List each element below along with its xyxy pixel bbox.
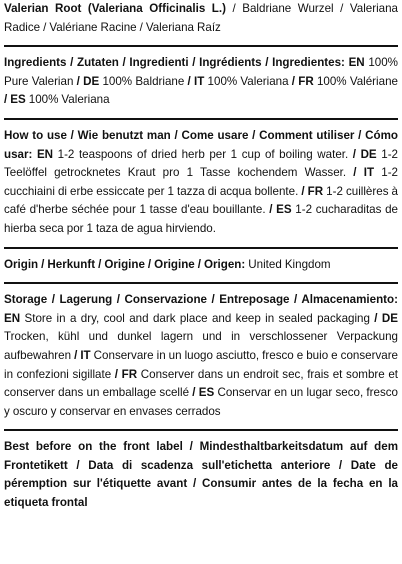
lang-code-en: EN (4, 311, 21, 325)
separator: / (369, 311, 382, 325)
product-name (4, 0, 398, 37)
lang-code-es: ES (10, 93, 26, 107)
origin-heading: Origin / Herkunft / Origine / Origine / Origen: (4, 257, 246, 271)
how-to-use-heading: How to use / Wie benutzt man / Come usare / Comment utiliser / Cómo usar: (4, 128, 398, 161)
best-before-section (4, 438, 398, 512)
storage-it: Conservare in un luogo asciutto, fresco e buio e conservare in confezioni sigillate (4, 348, 399, 381)
storage-heading: Storage / Lagerung / Conservazione / Entreposage / Almacenamiento: (4, 293, 398, 307)
separator: / (298, 184, 308, 198)
separator: / (346, 166, 364, 180)
how-to-use-es: 1-2 cucharaditas de hierba seca por 1 taza de agua hirviendo. (4, 203, 398, 235)
storage-en: Store in a dry, cool and dark place and keep in sealed packaging (24, 311, 370, 325)
separator: / (111, 367, 122, 381)
separator: / (348, 147, 361, 161)
lang-code-de: DE (360, 147, 377, 161)
section-divider (4, 429, 398, 431)
storage-es: Conservar en un lugar seco, fresco y oscuro y conservar en envases cerrados (4, 386, 398, 418)
ingredients-section (4, 54, 398, 110)
lang-code-it: IT (194, 74, 205, 88)
separator: / (288, 74, 299, 88)
lang-code-de: DE (381, 311, 398, 325)
storage-de: Trocken, kühl und dunkel lagern und in verschlossener Verpackung aufbewahren (4, 330, 398, 362)
product-name-latin: Valerian Root (Valeriana Officinalis L.) (4, 2, 226, 15)
separator: / (265, 203, 277, 217)
section-divider (4, 247, 398, 249)
storage-fr: Conserver dans un endroit sec, frais et sombre et conserver dans un emballage scellé (4, 367, 399, 400)
ingredients-es: 100% Valeriana (28, 93, 110, 107)
product-name-translations: / Baldriane Wurzel / Valeriana Radice / Valériane Racine / Valeriana Raíz (4, 2, 398, 34)
separator: / (189, 386, 199, 400)
lang-code-fr: FR (121, 367, 138, 381)
section-divider (4, 282, 398, 284)
ingredients-de: 100% Baldriane (102, 74, 185, 88)
section-divider (4, 45, 398, 47)
separator: / (73, 74, 84, 88)
ingredients-fr: 100% Valériane (316, 74, 398, 88)
lang-code-de: DE (83, 74, 100, 88)
how-to-use-en: 1-2 teaspoons of dried herb per 1 cup of boiling water. (57, 147, 349, 161)
lang-code-es: ES (276, 203, 292, 217)
ingredients-heading: Ingredients / Zutaten / Ingredienti / Ingrédients / Ingredientes: (4, 56, 345, 70)
separator: / (71, 348, 81, 362)
storage-section (4, 291, 398, 421)
lang-code-it: IT (363, 166, 375, 180)
origin-value: United Kingdom (248, 257, 331, 271)
ingredients-it: 100% Valeriana (207, 74, 289, 88)
separator: / (184, 74, 194, 88)
lang-code-en: EN (348, 56, 365, 70)
origin-section (4, 256, 398, 275)
lang-code-en: EN (36, 147, 54, 161)
how-to-use-section (4, 127, 398, 239)
ingredients-en: 100% Pure Valerian (4, 56, 398, 88)
separator: / (4, 93, 11, 107)
lang-code-es: ES (198, 386, 215, 400)
lang-code-fr: FR (298, 74, 314, 88)
lang-code-it: IT (80, 348, 91, 362)
how-to-use-it: 1-2 cucchiaini di erbe essiccate per 1 tazza di acqua bollente. (4, 166, 399, 198)
lang-code-fr: FR (307, 184, 324, 198)
section-divider (4, 118, 398, 120)
how-to-use-de: 1-2 Teelöffel getrocknetes Kraut pro 1 Tasse kochendem Wasser. (4, 147, 399, 180)
best-before-text: Best before on the front label / Mindesthaltbarkeitsdatum auf dem Frontetikett / Data di scadenza sull'etichetta anteriore / Date de péremption sur l'étiquette avant / Consumir antes de la fecha en la etiqueta frontal (4, 440, 398, 510)
how-to-use-fr: 1-2 cuillères à café d'herbe séchée pour 1 tasse d'eau bouillante. (4, 184, 398, 217)
